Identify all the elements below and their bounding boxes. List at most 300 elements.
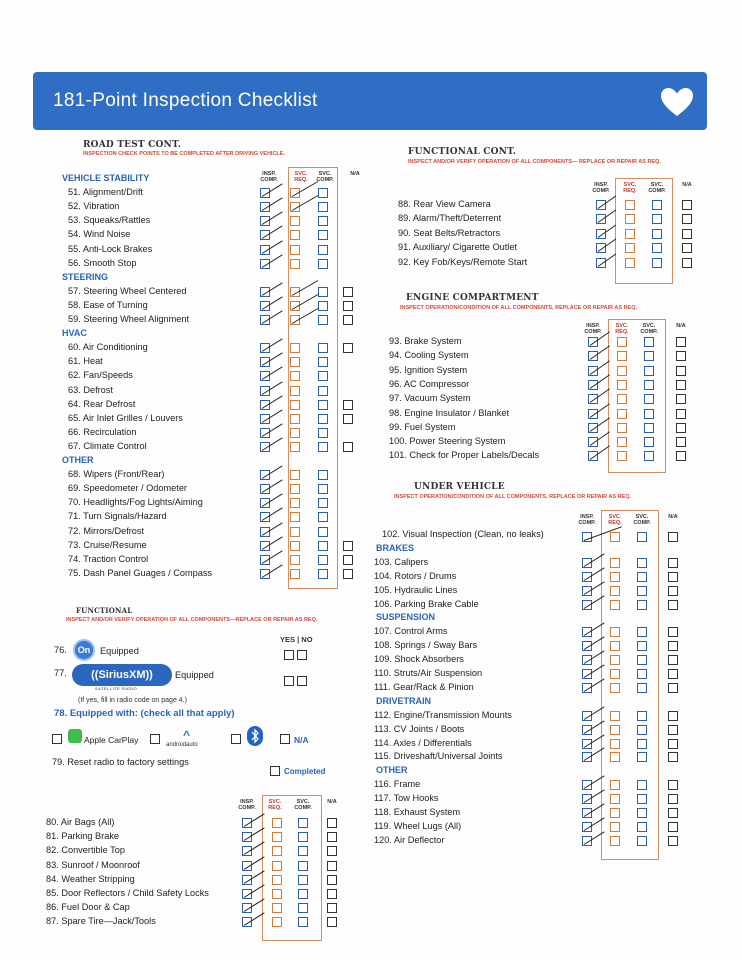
engine-na-checkbox[interactable]: [676, 394, 686, 404]
functional_cont-na-checkbox[interactable]: [682, 258, 692, 268]
functional-item: 85. Door Reflectors / Child Safety Locks: [46, 888, 209, 898]
engine-svc-comp-checkbox[interactable]: [644, 380, 654, 390]
functional-svc-comp-checkbox[interactable]: [298, 861, 308, 871]
item-76-equipped: Equipped: [100, 646, 139, 656]
engine-item: 93. Brake System: [389, 336, 462, 346]
functional_cont-col-na: N/A: [682, 182, 692, 188]
engine-item: 94. Cooling System: [389, 350, 469, 361]
item-77: 77.: [54, 668, 67, 678]
road_test-item: 69. Speedometer / Odometer: [68, 483, 187, 494]
under-na-checkbox[interactable]: [668, 808, 678, 818]
under-na-checkbox[interactable]: [668, 558, 678, 568]
functional-na-checkbox[interactable]: [327, 832, 337, 842]
under-svc-comp-checkbox[interactable]: [637, 725, 647, 735]
road_test-item: 63. Defrost: [68, 384, 113, 395]
under-svc-comp-checkbox[interactable]: [637, 822, 647, 832]
under-item: 115. Driveshaft/Universal Joints: [374, 751, 503, 762]
android-auto-label: androidauto: [166, 742, 198, 748]
under-na-checkbox[interactable]: [668, 794, 678, 804]
radio-note: (If yes, fill in radio code on page 4.): [78, 697, 187, 704]
road_test-svc-req-checkbox[interactable]: [290, 400, 300, 410]
functional-item: 82. Convertible Top: [46, 845, 125, 856]
road_test-svc-req-checkbox[interactable]: [290, 555, 300, 565]
under-cat-3: OTHER: [376, 765, 408, 776]
under-na-checkbox[interactable]: [668, 655, 678, 665]
road_test-col-svc_req: SVC. REQ.: [294, 171, 308, 183]
road_test-svc-req-checkbox[interactable]: [290, 357, 300, 367]
road_test-svc-req-checkbox[interactable]: [290, 512, 300, 522]
under-svc-comp-checkbox[interactable]: [637, 655, 647, 665]
road_test-svc-comp-checkbox[interactable]: [318, 400, 328, 410]
carplay-icon: [68, 729, 82, 743]
engine-svc-req-checkbox[interactable]: [617, 451, 627, 461]
engine-col-na: N/A: [676, 323, 686, 329]
engine-na-checkbox[interactable]: [676, 351, 686, 361]
engine-item: 96. AC Compressor: [389, 378, 470, 389]
road_test-svc-comp-checkbox[interactable]: [318, 343, 328, 353]
under-svc-req-checkbox[interactable]: [610, 822, 620, 832]
road_test-svc-comp-checkbox[interactable]: [318, 245, 328, 255]
under-col-svc_req: SVC. REQ.: [608, 514, 622, 526]
engine-na-checkbox[interactable]: [676, 409, 686, 419]
functional_cont-heading: FUNCTIONAL CONT.: [408, 147, 517, 157]
under-svc-req-checkbox[interactable]: [610, 600, 620, 610]
functional-na-checkbox[interactable]: [327, 917, 337, 927]
functional-svc-comp-checkbox[interactable]: [298, 818, 308, 828]
engine-svc-req-checkbox[interactable]: [617, 366, 627, 376]
item-76: 76.: [54, 645, 67, 655]
under-svc-req-checkbox[interactable]: [610, 808, 620, 818]
under-item: 120. Air Deflector: [374, 834, 445, 845]
page-title: 181-Point Inspection Checklist: [53, 90, 318, 111]
engine-item: 100. Power Steering System: [389, 436, 506, 447]
onstar-logo-icon: [73, 639, 95, 661]
road_test-svc-comp-checkbox[interactable]: [318, 259, 328, 269]
road_test-cat-3: OTHER: [62, 455, 94, 465]
functional-col-svc_comp: SVC. COMP.: [294, 799, 312, 811]
under-na-checkbox[interactable]: [668, 822, 678, 832]
road_test-svc-comp-checkbox[interactable]: [318, 470, 328, 480]
under-svc-req-checkbox[interactable]: [610, 572, 620, 582]
functional-svc-req-checkbox[interactable]: [272, 832, 282, 842]
engine-svc-comp-checkbox[interactable]: [644, 366, 654, 376]
functional-item: 84. Weather Stripping: [46, 873, 135, 884]
road_test-item: 66. Recirculation: [68, 426, 137, 437]
functional-svc-comp-checkbox[interactable]: [298, 889, 308, 899]
road_test-svc-comp-checkbox[interactable]: [318, 442, 328, 452]
under-svc-req-checkbox[interactable]: [610, 836, 620, 846]
road_test-cat-2: HVAC: [62, 328, 87, 339]
road_test-subheading: INSPECTION CHECK POINTS TO BE COMPLETED AFTER DRIVING VEHICLE.: [83, 151, 285, 157]
reset-completed-checkbox[interactable]: [270, 766, 280, 776]
functional_cont-svc-comp-checkbox[interactable]: [652, 258, 662, 268]
engine-svc-req-checkbox[interactable]: [617, 351, 627, 361]
road_test-svc-req-checkbox[interactable]: [290, 527, 300, 537]
functional-na-checkbox[interactable]: [327, 818, 337, 828]
under-item: 104. Rotors / Drums: [374, 570, 457, 581]
under-item: 117. Tow Hooks: [374, 793, 439, 804]
under-svc-comp-checkbox[interactable]: [637, 711, 647, 721]
functional-svc-req-checkbox[interactable]: [272, 861, 282, 871]
under-item: 110. Struts/Air Suspension: [374, 668, 483, 678]
road_test-svc-req-checkbox[interactable]: [290, 386, 300, 396]
road_test-svc-req-checkbox[interactable]: [290, 498, 300, 508]
road_test-na-checkbox[interactable]: [343, 315, 353, 325]
road_test-svc-comp-checkbox[interactable]: [318, 188, 328, 198]
functional-svc-comp-checkbox[interactable]: [298, 875, 308, 885]
under-svc-req-checkbox[interactable]: [610, 627, 620, 637]
under-heading: UNDER VEHICLE: [414, 482, 505, 492]
functional_cont-svc-req-checkbox[interactable]: [625, 243, 635, 253]
onstar-logo-text: On: [77, 645, 91, 655]
functional_cont-svc-req-checkbox[interactable]: [625, 214, 635, 224]
road_test-item: 60. Air Conditioning: [68, 342, 148, 353]
yes-no-header: YES | NO: [280, 635, 313, 644]
engine-svc-comp-checkbox[interactable]: [644, 351, 654, 361]
under-svc-comp-checkbox[interactable]: [637, 683, 647, 693]
engine-svc-req-checkbox[interactable]: [617, 380, 627, 390]
na-checkbox[interactable]: [280, 734, 290, 744]
engine-svc-req-checkbox[interactable]: [617, 394, 627, 404]
siriusxm-logo-icon: [72, 664, 172, 686]
under-svc-req-checkbox[interactable]: [610, 655, 620, 665]
under-svc-comp-checkbox[interactable]: [637, 532, 647, 542]
siriusxm-logo-text: ((SiriusXM)): [91, 669, 153, 681]
engine-item: 98. Engine Insulator / Blanket: [389, 407, 510, 418]
road_test-svc-comp-checkbox[interactable]: [318, 216, 328, 226]
under-item: 109. Shock Absorbers: [374, 654, 464, 665]
road_test-svc-comp-checkbox[interactable]: [318, 484, 328, 494]
under-svc-req-checkbox[interactable]: [610, 739, 620, 749]
item-77-no-checkbox[interactable]: [297, 676, 307, 686]
under-na-checkbox[interactable]: [668, 725, 678, 735]
under-na-checkbox[interactable]: [668, 683, 678, 693]
road_test-na-checkbox[interactable]: [343, 569, 353, 579]
functional-item: 80. Air Bags (All): [46, 817, 115, 827]
under-item: 102. Visual Inspection (Clean, no leaks): [382, 529, 544, 539]
functional_cont-subheading: INSPECT AND/OR VERIFY OPERATION OF ALL COMPONENTS— REPLACE OR REPAIR AS REQ.: [408, 159, 661, 165]
road_test-na-checkbox[interactable]: [343, 343, 353, 353]
road_test-svc-comp-checkbox[interactable]: [318, 555, 328, 565]
under-item: 119. Wheel Lugs (All): [374, 820, 462, 831]
functional-svc-comp-checkbox[interactable]: [298, 846, 308, 856]
engine-item: 95. Ignition System: [389, 364, 468, 375]
functional_cont-col-svc_comp: SVC. COMP.: [648, 182, 666, 194]
under-svc-comp-checkbox[interactable]: [637, 836, 647, 846]
functional_cont-svc-comp-checkbox[interactable]: [652, 243, 662, 253]
functional_cont-svc-comp-checkbox[interactable]: [652, 229, 662, 239]
under-na-checkbox[interactable]: [668, 836, 678, 846]
under-svc-req-checkbox[interactable]: [610, 711, 620, 721]
engine-na-checkbox[interactable]: [676, 380, 686, 390]
under-svc-comp-checkbox[interactable]: [637, 600, 647, 610]
road_test-item: 62. Fan/Speeds: [68, 370, 133, 381]
road_test-svc-req-checkbox[interactable]: [290, 569, 300, 579]
road_test-svc-comp-checkbox[interactable]: [318, 414, 328, 424]
under-svc-req-checkbox[interactable]: [610, 532, 620, 542]
under-na-checkbox[interactable]: [668, 780, 678, 790]
na-label: N/A: [294, 735, 309, 745]
engine-item: 101. Check for Proper Labels/Decals: [389, 450, 540, 461]
under-na-checkbox[interactable]: [668, 586, 678, 596]
item-76-no-checkbox[interactable]: [297, 650, 307, 660]
functional-svc-req-checkbox[interactable]: [272, 917, 282, 927]
road_test-cat-0: VEHICLE STABILITY: [62, 173, 150, 183]
road_test-svc-comp-checkbox[interactable]: [318, 202, 328, 212]
road_test-item: 58. Ease of Turning: [68, 299, 148, 310]
functional_cont-na-checkbox[interactable]: [682, 214, 692, 224]
under-item: 105. Hydraulic Lines: [374, 584, 458, 595]
functional_cont-svc-req-checkbox[interactable]: [625, 200, 635, 210]
functional_cont-item: 91. Auxiliary/ Cigarette Outlet: [398, 242, 517, 253]
engine-item: 97. Vacuum System: [389, 393, 471, 404]
under-cat-2: DRIVETRAIN: [376, 695, 432, 706]
under-svc-req-checkbox[interactable]: [610, 683, 620, 693]
functional-col-na: N/A: [327, 799, 337, 805]
under-na-checkbox[interactable]: [668, 752, 678, 762]
road_test-item: 53. Squeaks/Rattles: [68, 215, 151, 226]
functional_cont-svc-comp-checkbox[interactable]: [652, 214, 662, 224]
road_test-item: 64. Rear Defrost: [68, 398, 136, 409]
road_test-na-checkbox[interactable]: [343, 287, 353, 297]
under-svc-req-checkbox[interactable]: [610, 669, 620, 679]
functional-na-checkbox[interactable]: [327, 889, 337, 899]
road_test-svc-req-checkbox[interactable]: [290, 371, 300, 381]
under-svc-comp-checkbox[interactable]: [637, 752, 647, 762]
road_test-na-checkbox[interactable]: [343, 414, 353, 424]
under-item: 106. Parking Brake Cable: [374, 598, 479, 609]
under-na-checkbox[interactable]: [668, 572, 678, 582]
functional_cont-na-checkbox[interactable]: [682, 229, 692, 239]
functional_cont-na-checkbox[interactable]: [682, 200, 692, 210]
functional_cont-item: 92. Key Fob/Keys/Remote Start: [398, 256, 528, 267]
functional_cont-svc-req-checkbox[interactable]: [625, 258, 635, 268]
engine-na-checkbox[interactable]: [676, 337, 686, 347]
road_test-svc-comp-checkbox[interactable]: [318, 230, 328, 240]
engine-na-checkbox[interactable]: [676, 437, 686, 447]
road_test-svc-req-checkbox[interactable]: [290, 428, 300, 438]
siriusxm-sub: SATELLITE RADIO: [95, 686, 138, 691]
under-item: 118. Exhaust System: [374, 807, 461, 817]
item-78: 78. Equipped with: (check all that apply): [54, 708, 235, 719]
road_test-svc-req-checkbox[interactable]: [290, 470, 300, 480]
android-checkbox[interactable]: [231, 734, 241, 744]
under-item: 111. Gear/Rack & Pinion: [374, 681, 474, 692]
functional-item: 81. Parking Brake: [46, 831, 120, 842]
functional_cont-item: 89. Alarm/Theft/Deterrent: [398, 213, 502, 224]
under-svc-comp-checkbox[interactable]: [637, 572, 647, 582]
under-item: 113. CV Joints / Boots: [374, 723, 465, 734]
functional-na-checkbox[interactable]: [327, 903, 337, 913]
road_test-item: 65. Air Inlet Grilles / Louvers: [68, 412, 183, 423]
engine-col-svc_comp: SVC. COMP.: [640, 323, 658, 335]
engine-na-checkbox[interactable]: [676, 423, 686, 433]
road_test-item: 72. Mirrors/Defrost: [68, 525, 145, 536]
under-svc-req-checkbox[interactable]: [610, 558, 620, 568]
road_test-item: 55. Anti-Lock Brakes: [68, 243, 153, 254]
under-na-checkbox[interactable]: [668, 627, 678, 637]
road_test-col-na: N/A: [350, 171, 360, 177]
road_test-cat-1: STEERING: [62, 271, 109, 282]
engine-svc-req-checkbox[interactable]: [617, 409, 627, 419]
road_test-svc-req-checkbox[interactable]: [290, 230, 300, 240]
under-svc-comp-checkbox[interactable]: [637, 669, 647, 679]
engine-col-insp: INSP. COMP.: [584, 323, 602, 335]
under-svc-req-checkbox[interactable]: [610, 725, 620, 735]
heart-icon: [659, 86, 695, 118]
road_test-item: 68. Wipers (Front/Rear): [68, 469, 165, 480]
engine-na-checkbox[interactable]: [676, 451, 686, 461]
road_test-svc-comp-checkbox[interactable]: [318, 386, 328, 396]
road_test-svc-req-checkbox[interactable]: [290, 259, 300, 269]
item-76-yes-checkbox[interactable]: [284, 650, 294, 660]
road_test-na-checkbox[interactable]: [343, 301, 353, 311]
engine-svc-req-checkbox[interactable]: [617, 337, 627, 347]
engine-svc-req-checkbox[interactable]: [617, 437, 627, 447]
carplay-checkbox[interactable]: [150, 734, 160, 744]
functional-col-svc_req: SVC. REQ.: [268, 799, 282, 811]
under-svc-req-checkbox[interactable]: [610, 641, 620, 651]
road_test-item: 75. Dash Panel Guages / Compass: [68, 567, 213, 578]
functional-svc-req-checkbox[interactable]: [272, 818, 282, 828]
road_test-item: 74. Traction Control: [68, 553, 149, 564]
road_test-item: 54. Wind Noise: [68, 229, 131, 240]
road_test-svc-comp-checkbox[interactable]: [318, 512, 328, 522]
under-item: 114. Axles / Differentials: [374, 737, 472, 748]
road_test-item: 70. Headlights/Fog Lights/Aiming: [68, 497, 203, 508]
road_test-svc-req-checkbox[interactable]: [290, 541, 300, 551]
engine-svc-comp-checkbox[interactable]: [644, 337, 654, 347]
under-item: 116. Frame: [374, 779, 421, 790]
engine-svc-comp-checkbox[interactable]: [644, 423, 654, 433]
road_test-na-checkbox[interactable]: [343, 541, 353, 551]
road_test-svc-comp-checkbox[interactable]: [318, 287, 328, 297]
under-na-checkbox[interactable]: [668, 600, 678, 610]
road_test-svc-comp-checkbox[interactable]: [318, 357, 328, 367]
functional-item: 83. Sunroof / Moonroof: [46, 859, 140, 870]
road_test-na-checkbox[interactable]: [343, 442, 353, 452]
road_test-svc-comp-checkbox[interactable]: [318, 371, 328, 381]
under-svc-comp-checkbox[interactable]: [637, 586, 647, 596]
carplay-label: Apple CarPlay: [84, 735, 139, 745]
functional-na-checkbox[interactable]: [327, 875, 337, 885]
under-subheading: INSPECT OPERATION/CONDITION OF ALL COMPONENTS, REPLACE OR REPAIR AS REQ.: [394, 494, 632, 500]
item-77-yes-checkbox[interactable]: [284, 676, 294, 686]
road_test-svc-req-checkbox[interactable]: [290, 245, 300, 255]
road_test-heading: ROAD TEST CONT.: [83, 140, 182, 150]
under-svc-comp-checkbox[interactable]: [637, 558, 647, 568]
functional_cont-svc-req-checkbox[interactable]: [625, 229, 635, 239]
engine-na-checkbox[interactable]: [676, 366, 686, 376]
under-svc-comp-checkbox[interactable]: [637, 780, 647, 790]
under-na-checkbox[interactable]: [668, 641, 678, 651]
road_test-svc-comp-checkbox[interactable]: [318, 301, 328, 311]
functional_cont-na-checkbox[interactable]: [682, 243, 692, 253]
under-col-insp: INSP. COMP.: [578, 514, 596, 526]
functional_cont-svc-frame: [615, 178, 673, 284]
functional_cont-col-insp: INSP. COMP.: [592, 182, 610, 194]
functional-svc-req-checkbox[interactable]: [272, 903, 282, 913]
under-item: 103. Calipers: [374, 556, 429, 567]
under-svc-comp-checkbox[interactable]: [637, 739, 647, 749]
functional-svc-frame: [262, 795, 322, 941]
under-svc-req-checkbox[interactable]: [610, 586, 620, 596]
road_test-svc-comp-checkbox[interactable]: [318, 569, 328, 579]
title-banner: [33, 72, 707, 130]
road_test-item: 71. Turn Signals/Hazard: [68, 511, 167, 522]
under-na-checkbox[interactable]: [668, 739, 678, 749]
under-svc-req-checkbox[interactable]: [610, 780, 620, 790]
road_test-svc-comp-checkbox[interactable]: [318, 428, 328, 438]
engine-heading: ENGINE COMPARTMENT: [406, 293, 539, 303]
under-svc-req-checkbox[interactable]: [610, 752, 620, 762]
road_test-na-checkbox[interactable]: [343, 400, 353, 410]
engine-item: 99. Fuel System: [389, 421, 456, 432]
under-cat-0: BRAKES: [376, 542, 415, 553]
engine-svc-comp-checkbox[interactable]: [644, 437, 654, 447]
functional_cont-item: 90. Seat Belts/Retractors: [398, 227, 501, 238]
road_test-svc-comp-checkbox[interactable]: [318, 315, 328, 325]
under-cat-1: SUSPENSION: [376, 612, 436, 623]
functional-na-checkbox[interactable]: [327, 861, 337, 871]
road_test-svc-comp-checkbox[interactable]: [318, 527, 328, 537]
under-svc-comp-checkbox[interactable]: [637, 627, 647, 637]
road_test-svc-req-checkbox[interactable]: [290, 414, 300, 424]
road_test-svc-req-checkbox[interactable]: [290, 484, 300, 494]
road_test-col-svc_comp: SVC. COMP.: [316, 171, 334, 183]
road_test-item: 67. Climate Control: [68, 440, 147, 451]
road_test-svc-comp-checkbox[interactable]: [318, 541, 328, 551]
engine-svc-comp-checkbox[interactable]: [644, 451, 654, 461]
under-svc-comp-checkbox[interactable]: [637, 794, 647, 804]
engine-col-svc_req: SVC. REQ.: [615, 323, 629, 335]
functional-svc-req-checkbox[interactable]: [272, 889, 282, 899]
under-svc-comp-checkbox[interactable]: [637, 641, 647, 651]
road_test-item: 52. Vibration: [68, 201, 120, 212]
functional-svc-req-checkbox[interactable]: [272, 846, 282, 856]
functional-heading: FUNCTIONAL: [76, 606, 133, 615]
completed-label: Completed: [284, 767, 326, 776]
road_test-item: 59. Steering Wheel Alignment: [68, 314, 190, 324]
road_test-svc-comp-checkbox[interactable]: [318, 498, 328, 508]
under-svc-req-checkbox[interactable]: [610, 794, 620, 804]
engine-svc-comp-checkbox[interactable]: [644, 409, 654, 419]
functional-svc-comp-checkbox[interactable]: [298, 832, 308, 842]
under-na-checkbox[interactable]: [668, 669, 678, 679]
functional-svc-comp-checkbox[interactable]: [298, 917, 308, 927]
under-item: 108. Springs / Sway Bars: [374, 640, 478, 651]
functional-svc-req-checkbox[interactable]: [272, 875, 282, 885]
road_test-svc-req-checkbox[interactable]: [290, 442, 300, 452]
under-svc-comp-checkbox[interactable]: [637, 808, 647, 818]
functional-na-checkbox[interactable]: [327, 846, 337, 856]
under-na-checkbox[interactable]: [668, 532, 678, 542]
road_test-svc-req-checkbox[interactable]: [290, 216, 300, 226]
functional_cont-col-svc_req: SVC. REQ.: [623, 182, 637, 194]
road_test-item: 61. Heat: [68, 356, 103, 367]
no-device-checkbox[interactable]: [52, 734, 62, 744]
functional-svc-comp-checkbox[interactable]: [298, 903, 308, 913]
engine-svc-comp-checkbox[interactable]: [644, 394, 654, 404]
under-col-na: N/A: [668, 514, 678, 520]
road_test-svc-req-checkbox[interactable]: [290, 343, 300, 353]
road_test-item: 56. Smooth Stop: [68, 257, 137, 268]
road_test-na-checkbox[interactable]: [343, 555, 353, 565]
engine-svc-req-checkbox[interactable]: [617, 423, 627, 433]
functional_cont-svc-comp-checkbox[interactable]: [652, 200, 662, 210]
under-na-checkbox[interactable]: [668, 711, 678, 721]
functional-col-insp: INSP. COMP.: [238, 799, 256, 811]
